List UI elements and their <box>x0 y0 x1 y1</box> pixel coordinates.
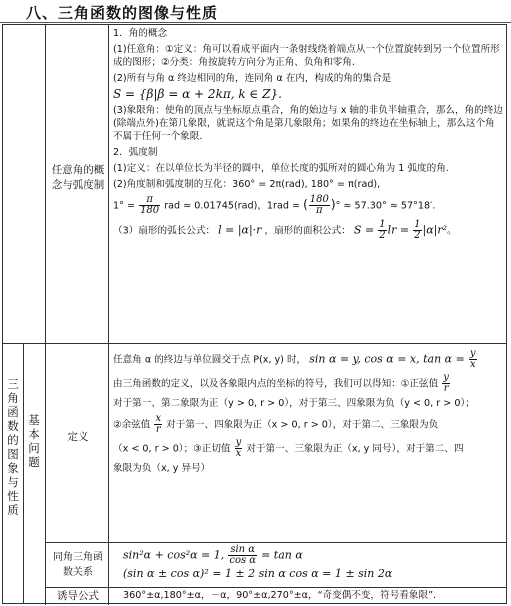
definition-p1: 任意角 α 的终边与单位圆交于点 P(x, y) 时， sin α = y, cos α = x, tan α = $\frac{y}{x}$ <box>113 348 476 370</box>
relations-content <box>123 545 503 580</box>
definition-content <box>113 349 503 479</box>
definition-p5: （x < 0, r > 0）；③正切值 $\frac{y}{x}$ 对于第一、三象限为正（x, y 同号），对于第二、四 <box>113 437 464 459</box>
row-divider-relations <box>45 587 506 588</box>
angle-p4: (1)定义：在以单位长为半径的圆中，单位长度的弧所对的圆心角为 1 弧度的角. <box>113 163 449 174</box>
col-divider-2 <box>45 25 46 605</box>
table <box>2 24 507 604</box>
vertical-sub-label: 基本问题 <box>28 413 40 469</box>
row-divider-definition <box>45 542 506 543</box>
label-definition: 定义 <box>67 431 89 443</box>
label-induction: 诱导公式 <box>57 590 99 602</box>
col-divider-3 <box>108 25 109 605</box>
title-rule <box>0 22 511 23</box>
180-over-pi-fraction: $\frac{180}{\pi}$ <box>309 194 329 216</box>
page-title: 八、三角函数的图像与性质 <box>26 4 219 22</box>
definition-p4: ②余弦值 $\frac{x}{r}$ 对于第一、四象限为正（x > 0, r > 0），对于第二、三象限为负 <box>113 413 439 435</box>
relations-formula-1: sin²α + cos²α = 1, $\frac{\text{sin α}}{\text{cos α}}$ = tan α <box>123 544 303 566</box>
definition-p6: 象限为负（x, y 异号） <box>113 463 211 474</box>
relations-formula-2: (sin α ± cos α)² = 1 ± 2 sin α cos α = 1 ± sin 2α <box>123 567 393 580</box>
pi-over-180-fraction: $\frac{\pi}{180}$ <box>140 194 160 216</box>
angle-set-formula: S = {β|β = α + 2kπ, k ∈ Z}. <box>113 87 282 101</box>
angle-heading-2: 2．弧度制 <box>113 147 158 158</box>
half-fraction-2: $\frac{1}{2}$ <box>414 219 421 241</box>
label-relations: 同角三角函数关系 <box>53 552 103 578</box>
angle-p6: 1° = $\frac{\pi}{180}$ rad ≈ 0.01745(rad)，1rad = ( $\frac{180}{\pi}$ )° ≈ 57.30° ≈ 57°18′. <box>113 194 436 216</box>
col-divider-1 <box>23 343 24 603</box>
definition-p3: 对于第一、第二象限为正（y > 0, r > 0），对于第三、四象限为负（y < 0, r > 0）； <box>113 398 475 409</box>
half-fraction-1: $\frac{1}{2}$ <box>379 219 386 241</box>
angle-p3: (3)象限角：使角的顶点与坐标原点重合，角的始边与 x 轴的非负半轴重合，那么，角的终边(除端点外)在第几象限，就说这个角是第几象限角；如果角的终边在坐标轴上，那么这个角不属于任何一个象限. <box>113 105 503 142</box>
angle-p1: (1)任意角：①定义：角可以看成平面内一条射线绕着端点从一个位置旋转到另一个位置所形成的图形；②分类：角按旋转方向分为正角、负角和零角. <box>113 44 500 68</box>
angle-heading-1: 1．角的概念 <box>113 28 168 39</box>
vertical-main-label: 三角函数的图象与性质 <box>7 377 19 517</box>
angle-p7: （3）扇形的弧长公式： l = |α|·r ，扇形的面积公式： S = $\frac{1}{2}$ lr = $\frac{1}{2}$ |α|r²。 <box>113 219 457 241</box>
definition-p2: 由三角函数的定义，以及各象限内点的坐标的符号，我们可以得知：①正弦值 $\frac{y}{r}$ <box>113 372 449 394</box>
label-angle: 任意角的概念与弧度制 <box>51 164 105 191</box>
angle-content <box>113 27 503 244</box>
row-divider-angle <box>3 343 506 344</box>
angle-p2: (2)所有与角 α 终边相同的角，连同角 α 在内，构成的角的集合是 <box>113 73 392 84</box>
angle-p5: (2)角度制和弧度制的互化：360° = 2π(rad), 180° = π(rad), <box>113 179 381 190</box>
induction-content: 360°±α,180°±α，－α，90°±α,270°±α，“奇变偶不变，符号看象限”. <box>123 590 437 601</box>
